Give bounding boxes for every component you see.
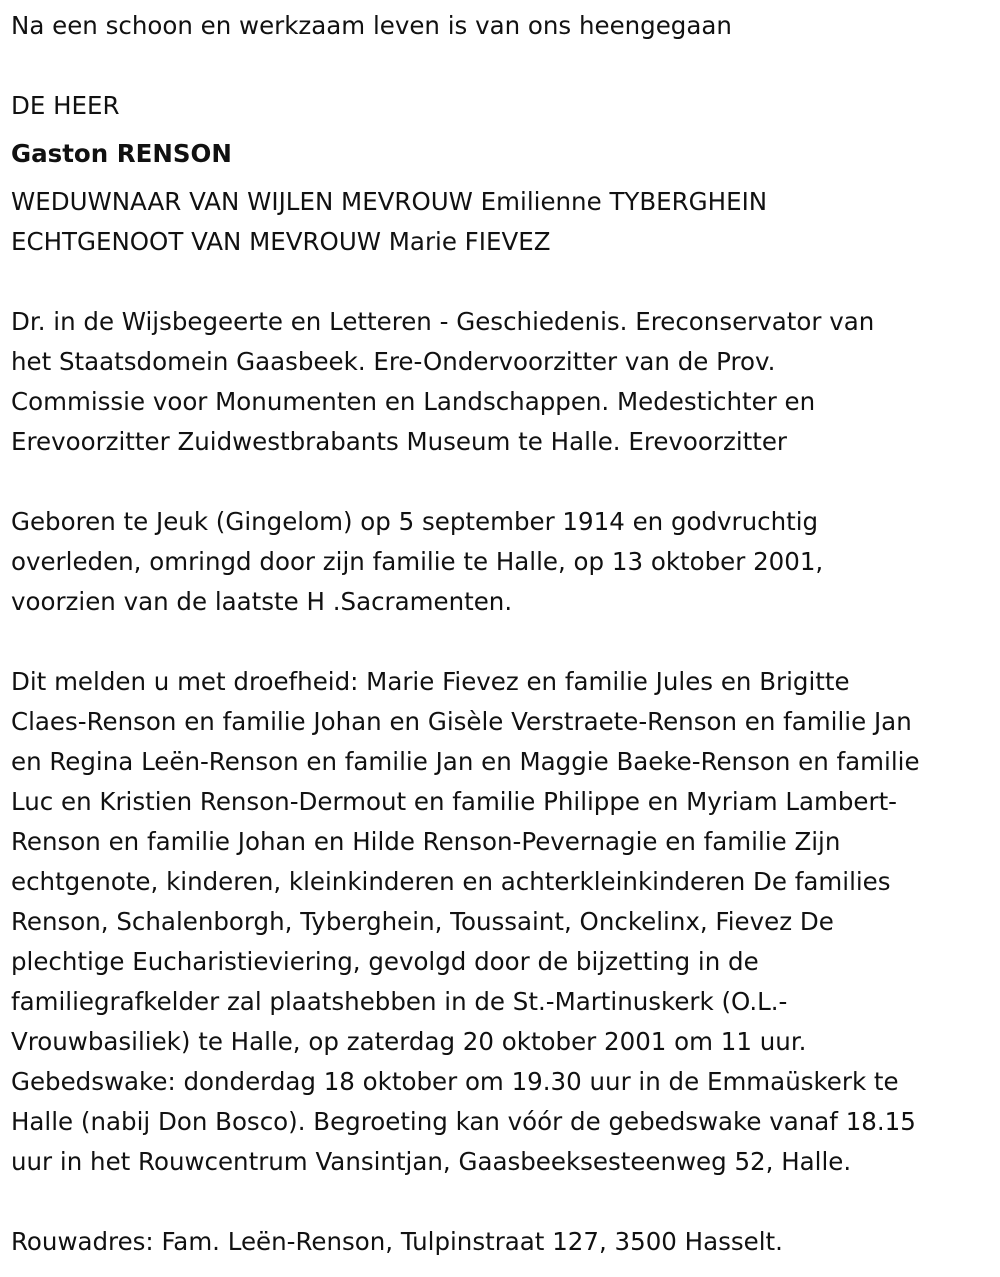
announcement-line: echtgenote, kinderen, kleinkinderen en achterkleinkinderen De families: [11, 867, 891, 896]
mourning-address: Rouwadres: Fam. Leën-Renson, Tulpinstraat 127, 3500 Hasselt.: [11, 1227, 783, 1256]
intro-line: Na een schoon en werkzaam leven is van ons heengegaan: [11, 11, 732, 40]
titles-line: Commissie voor Monumenten en Landschappen. Medestichter en: [11, 387, 816, 416]
spacer: [11, 1182, 990, 1222]
titles-paragraph: [11, 302, 990, 462]
birth-death-line: overleden, omringd door zijn familie te Halle, op 13 oktober 2001,: [11, 547, 824, 576]
announcement-line: familiegrafkelder zal plaatshebben in de St.-Martinuskerk (O.L.-: [11, 987, 788, 1016]
announcement-line: Gebedswake: donderdag 18 oktober om 19.30 uur in de Emmaüskerk te: [11, 1067, 899, 1096]
announcement-line: Dit melden u met droefheid: Marie Fievez en familie Jules en Brigitte: [11, 667, 850, 696]
spacer: [11, 126, 990, 134]
titles-line: Dr. in de Wijsbegeerte en Letteren - Geschiedenis. Ereconservator van: [11, 307, 875, 336]
spacer: [11, 174, 990, 182]
announcement-line: Renson, Schalenborgh, Tyberghein, Toussaint, Onckelinx, Fievez De: [11, 907, 834, 936]
relation-spouse: ECHTGENOOT VAN MEVROUW Marie FIEVEZ: [11, 227, 551, 256]
deceased-name: Gaston RENSON: [11, 139, 232, 168]
relation-widower: WEDUWNAAR VAN WIJLEN MEVROUW Emilienne TYBERGHEIN: [11, 187, 768, 216]
titles-line: Erevoorzitter Zuidwestbrabants Museum te Halle. Erevoorzitter: [11, 427, 788, 456]
announcement-line: Vrouwbasiliek) te Halle, op zaterdag 20 oktober 2001 om 11 uur.: [11, 1027, 807, 1056]
spacer: [11, 46, 990, 86]
announcement-line: plechtige Eucharistieviering, gevolgd door de bijzetting in de: [11, 947, 759, 976]
birth-death-line: Geboren te Jeuk (Gingelom) op 5 september 1914 en godvruchtig: [11, 507, 819, 536]
titles-line: het Staatsdomein Gaasbeek. Ere-Ondervoorzitter van de Prov.: [11, 347, 776, 376]
announcement-paragraph: [11, 662, 990, 1182]
announcement-line: Halle (nabij Don Bosco). Begroeting kan vóór de gebedswake vanaf 18.15: [11, 1107, 916, 1136]
birth-death-line: voorzien van de laatste H .Sacramenten.: [11, 587, 513, 616]
birth-death-paragraph: [11, 502, 990, 622]
announcement-line: Claes-Renson en familie Johan en Gisèle Verstraete-Renson en familie Jan: [11, 707, 912, 736]
announcement-line: uur in het Rouwcentrum Vansintjan, Gaasbeeksesteenweg 52, Halle.: [11, 1147, 852, 1176]
spacer: [11, 462, 990, 502]
spacer: [11, 622, 990, 662]
announcement-line: Renson en familie Johan en Hilde Renson-Pevernagie en familie Zijn: [11, 827, 841, 856]
honorific-title: DE HEER: [11, 91, 120, 120]
announcement-line: Luc en Kristien Renson-Dermout en familie Philippe en Myriam Lambert-: [11, 787, 898, 816]
announcement-line: en Regina Leën-Renson en familie Jan en Maggie Baeke-Renson en familie: [11, 747, 920, 776]
spacer: [11, 262, 990, 302]
